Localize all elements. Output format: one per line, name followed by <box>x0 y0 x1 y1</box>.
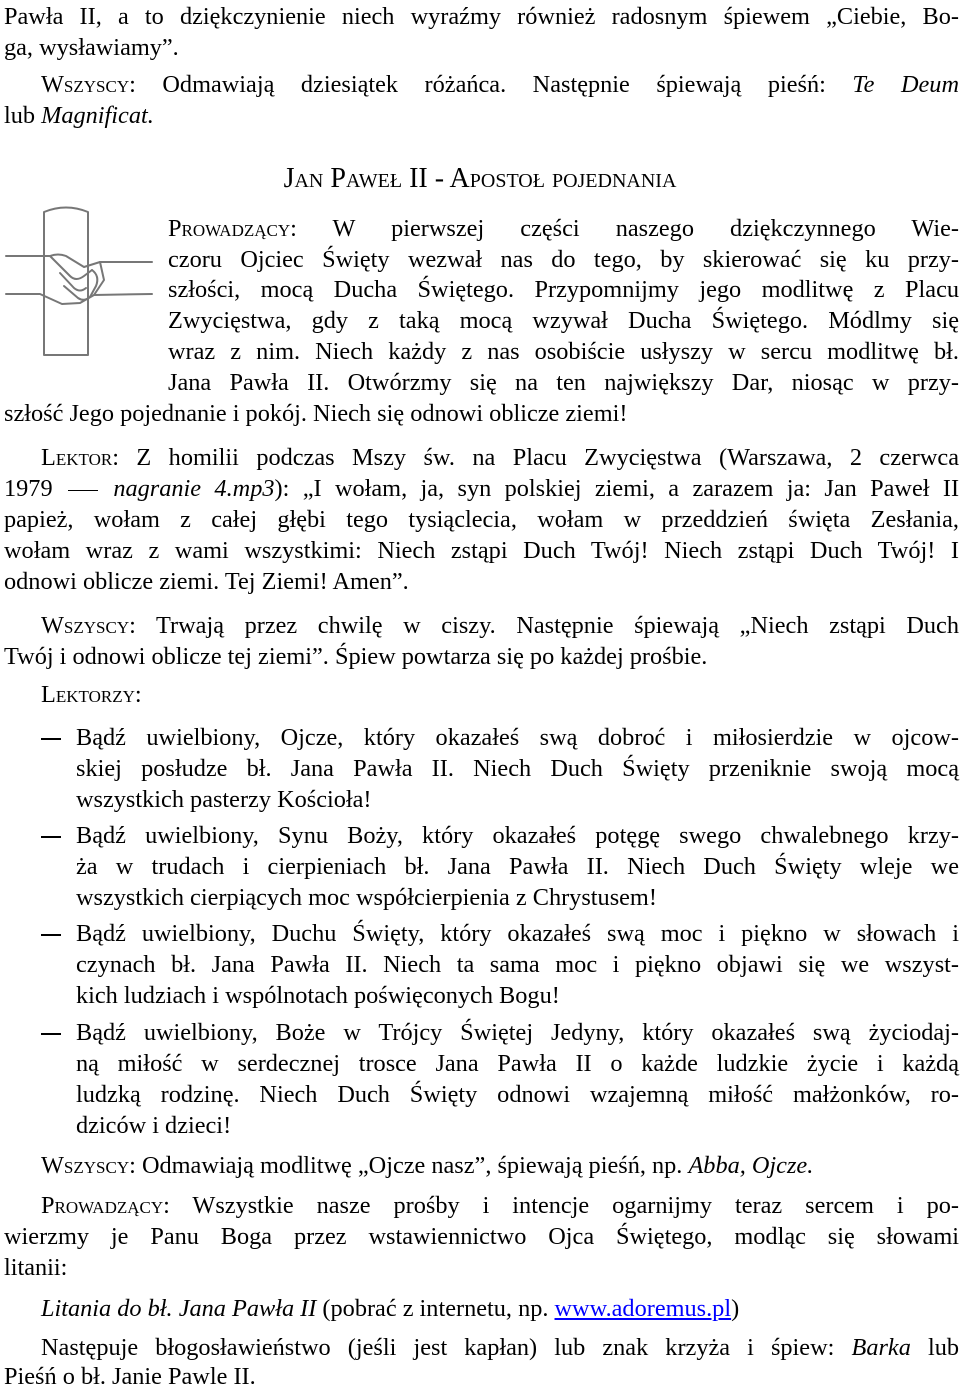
list-item-line: skiej posłudze bł. Jana Pawła II. Niech Duch Święty przeniknie swoją mocą <box>76 755 959 782</box>
list-item-line: Bądź uwielbiony, Boże w Trójcy Świętej Jedyny, który okazałeś swą życiodaj- <box>76 1019 959 1046</box>
text-line: szłość Jego pojednanie i pokój. Niech się odnowi oblicze ziemi! <box>4 400 628 427</box>
text-line: Jana Pawła II. Otwórzmy się na ten największy Dar, niosąc w przy- <box>168 369 959 396</box>
list-item-line: wszystkich cierpiących moc współcierpienia z Chrystusem! <box>76 884 657 911</box>
section-title: Jan Paweł II - Apostoł pojednania <box>283 163 677 194</box>
speaker-label: Wszyscy: <box>41 71 136 98</box>
list-item-line: ludzką rodzinę. Niech Duch Święty odnowi wzajemną miłość małżonków, ro- <box>76 1081 959 1108</box>
bullet-dash <box>41 1033 61 1035</box>
text-line: czoru Ojciec Święty wezwał nas do tego, by skierować się ku przy- <box>168 246 959 273</box>
list-item-line: kich ludziach i wspólnotach poświęconych Bogu! <box>76 982 560 1009</box>
list-item-line: Bądź uwielbiony, Ojcze, który okazałeś swą dobroć i miłosierdzie w ojcow- <box>76 724 959 751</box>
em-dash <box>68 490 98 491</box>
text-line: odnowi oblicze ziemi. Tej Ziemi! Amen”. <box>4 568 409 595</box>
bullet-dash <box>41 934 61 936</box>
text-line: Twój i odnowi oblicze tej ziemi”. Śpiew powtarza się po każdej prośbie. <box>4 643 708 670</box>
speaker-label: Wszyscy <box>41 1152 130 1179</box>
speaker-label: Lektor <box>41 444 113 471</box>
text-line: ga, wysławiamy”. <box>4 34 179 61</box>
list-item-line: wszystkich pasterzy Kościoła! <box>76 786 372 813</box>
text-line: Pieśń o bł. Janie Pawle II. <box>4 1363 256 1390</box>
rubric-line: Lektorzy: <box>41 681 142 708</box>
text-line: lub Magnificat. <box>4 102 154 129</box>
speaker-label: Wszyscy <box>41 612 130 639</box>
bullet-dash <box>41 738 61 740</box>
text-line: Następuje błogosławieństwo (jeśli jest kapłan) lub znak krzyża i śpiew: Barka lub <box>41 1334 960 1361</box>
list-item-line: ną miłość w serdecznej trosce Jana Pawła II o każde ludzkie życie i każdą <box>76 1050 959 1077</box>
text-line: litanii: <box>4 1254 68 1281</box>
text-line: Zwycięstwa, gdy z taką mocą wzywał Ducha Świętego. Módlmy się <box>168 307 959 334</box>
speaker-label: Lektorzy <box>41 681 135 708</box>
handshake-cross-icon <box>4 200 154 360</box>
text-line: wierzmy je Panu Boga przez wstawiennictwo Ojca Świętego, modląc się słowami <box>4 1223 959 1250</box>
list-item-line: ża w trudach i cierpieniach bł. Jana Pawła II. Niech Duch Święty wleje we <box>76 853 959 880</box>
rubric-line: Wszyscy: Odmawiają modlitwę „Ojcze nasz”, śpiewają pieśń, np. Abba, Ojcze. <box>41 1152 814 1179</box>
text-line: szłości, mocą Ducha Świętego. Przypomnijmy jego modlitwę z Placu <box>168 276 959 303</box>
list-item-line: dziców i dzieci! <box>76 1112 232 1139</box>
text-line: 1979 nagranie 4.mp3): „I wołam, ja, syn polskiej ziemi, a zarazem ja: Jan Paweł II <box>4 475 960 502</box>
text-line: Pawła II, a to dziękczynienie niech wyraźmy również radosnym śpiewem „Ciebie, Bo- <box>4 3 959 30</box>
text-line: Prowadzący: Wszystkie nasze prośby i intencje ogarnijmy teraz sercem i po- <box>41 1192 959 1219</box>
text-line: Litania do bł. Jana Pawła II (pobrać z internetu, np. www.adoremus.pl) <box>41 1295 740 1322</box>
text-line: wraz z nim. Niech każdy z nas osobiście usłyszy w sercu modlitwę bł. <box>168 338 959 365</box>
speaker-label: Prowadzący <box>168 215 291 242</box>
list-item-line: Bądź uwielbiony, Synu Boży, który okazałeś potęgę swego chwalebnego krzy- <box>76 822 959 849</box>
list-item-line: czynach bł. Jana Pawła II. Niech ta sama moc i piękno objawi się we wszyst- <box>76 951 959 978</box>
text-line: Prowadzący: W pierwszej części naszego dziękczynnego Wie- <box>168 215 959 242</box>
bullet-dash <box>41 836 61 838</box>
text-line: Lektor: Z homilii podczas Mszy św. na Placu Zwycięstwa (Warszawa, 2 czerwca <box>41 444 959 471</box>
text-line: papież, wołam z całej głębi tego tysiąclecia, wołam w przeddzień święta Zesłania, <box>4 506 959 533</box>
speaker-label: Prowadzący <box>41 1192 164 1219</box>
rubric-line: Wszyscy: Trwają przez chwilę w ciszy. Następnie śpiewają „Niech zstąpi Duch <box>41 612 959 639</box>
list-item-line: Bądź uwielbiony, Duchu Święty, który okazałeś swą moc i piękno w słowach i <box>76 920 959 947</box>
text-line: wołam wraz z wami wszystkimi: Niech zstąpi Duch Twój! Niech zstąpi Duch Twój! I <box>4 537 959 564</box>
rubric-line: Wszyscy: Odmawiają dziesiątek różańca. Następnie śpiewają pieśń: Te Deum <box>41 71 959 98</box>
adoremus-link[interactable]: www.adoremus.pl <box>554 1295 732 1322</box>
